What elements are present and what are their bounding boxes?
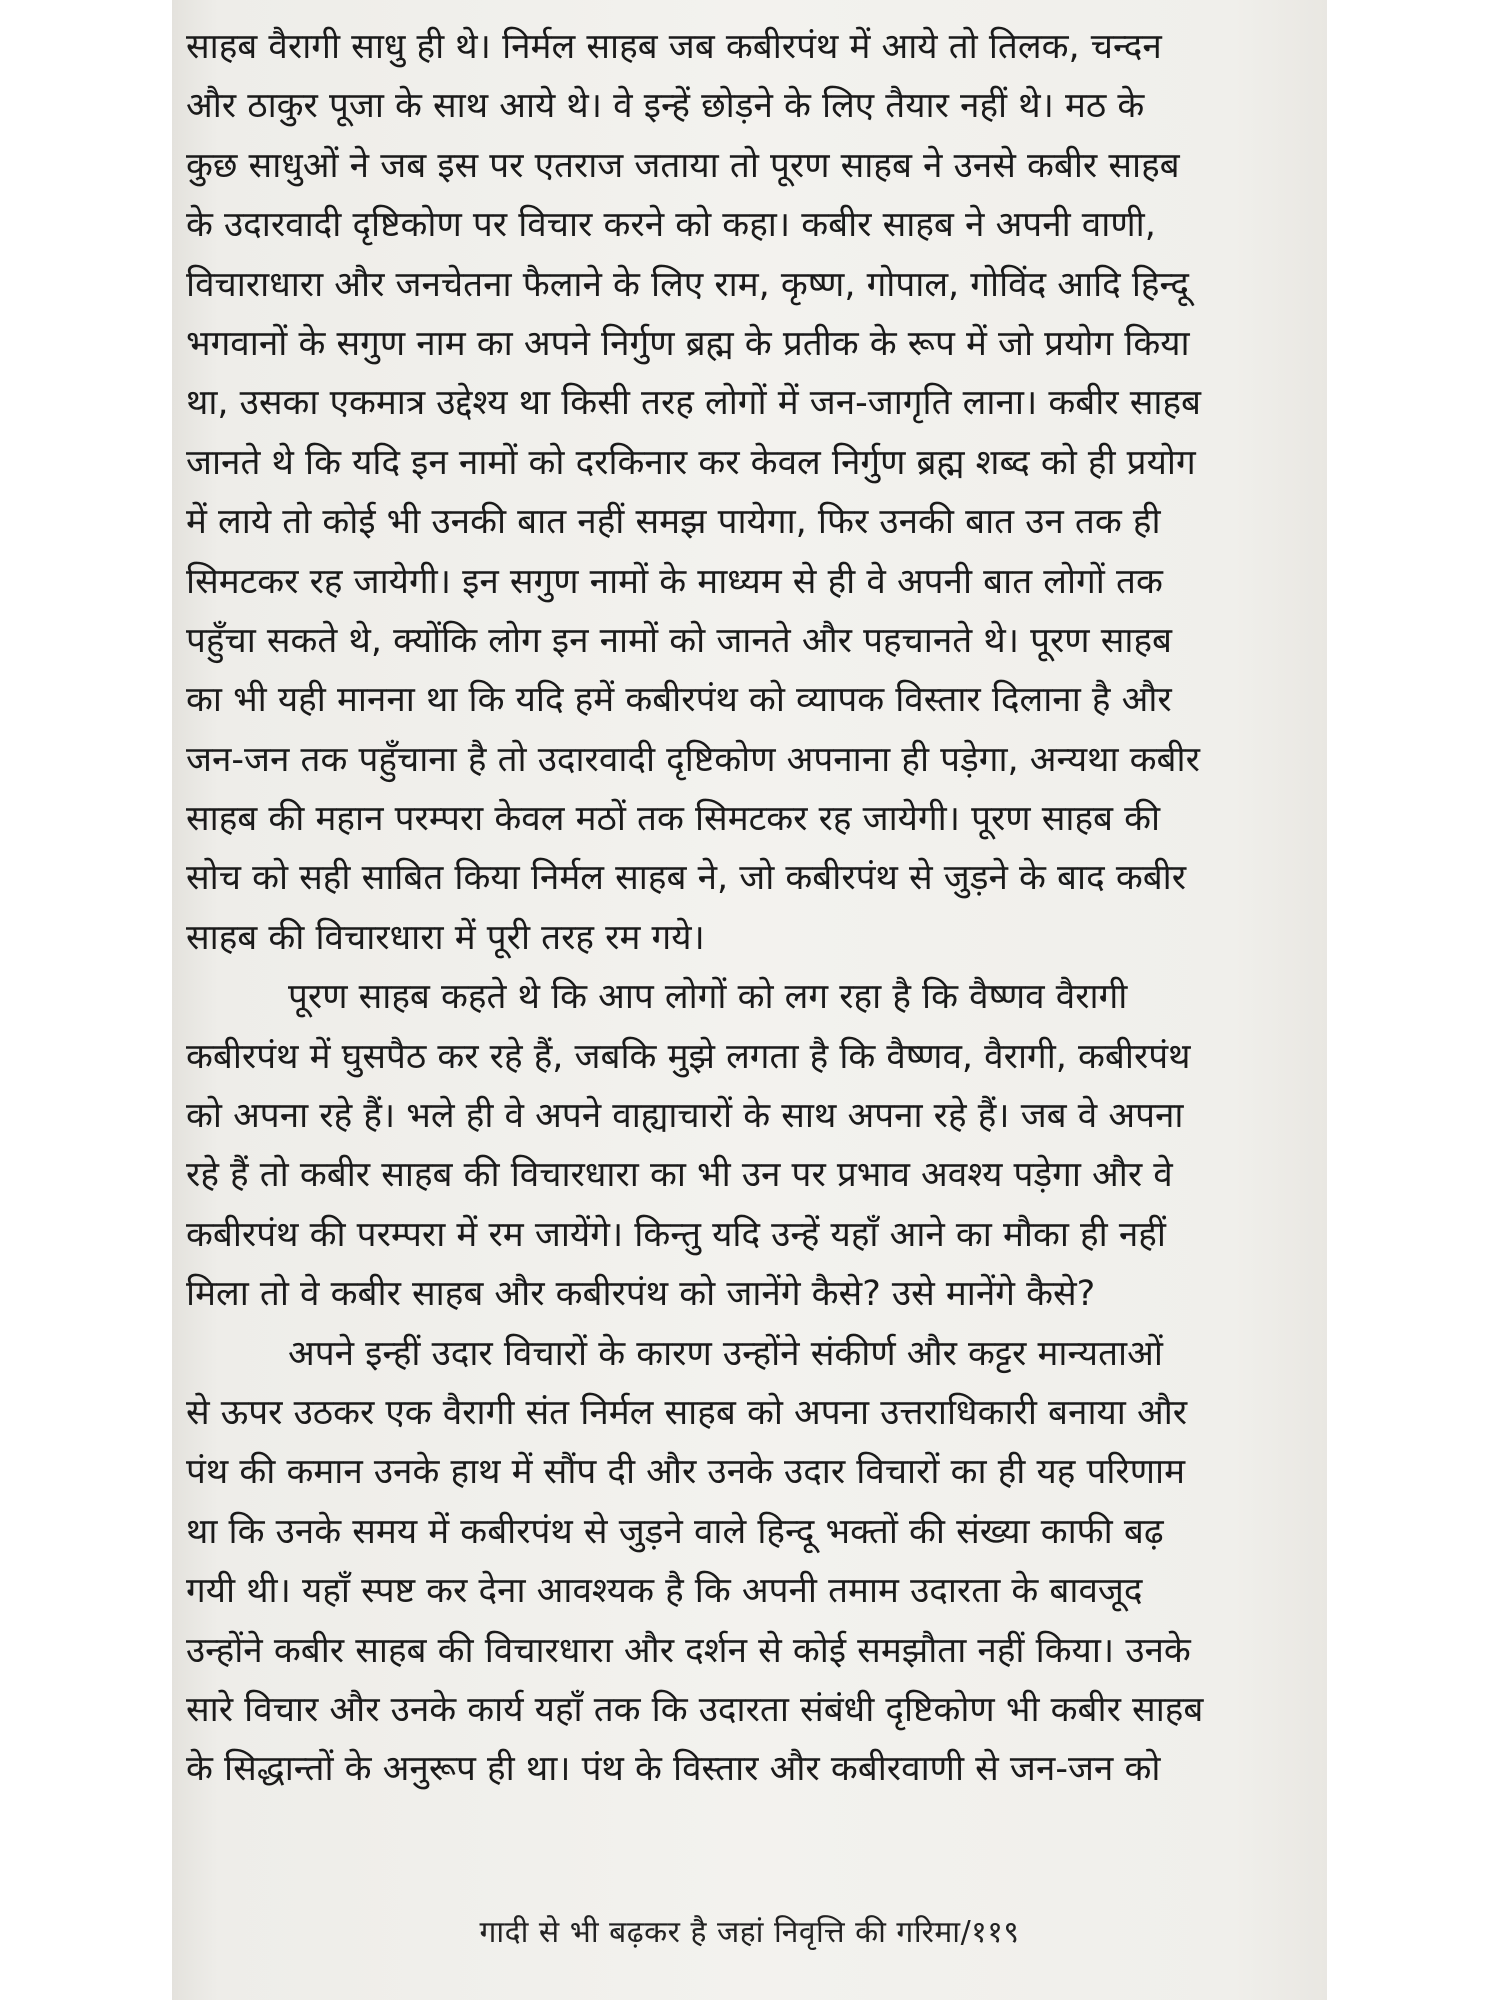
text-line: गयी थी। यहाँ स्पष्ट कर देना आवश्यक है कि अपनी तमाम उदारता के बावजूद <box>186 1571 1143 1612</box>
text-line: को अपना रहे हैं। भले ही वे अपने वाह्याचारों के साथ अपना रहे हैं। जब वे अपना <box>186 1096 1184 1137</box>
text-line: जानते थे कि यदि इन नामों को दरकिनार कर केवल निर्गुण ब्रह्म शब्द को ही प्रयोग <box>186 442 1196 483</box>
text-line: कबीरपंथ में घुसपैठ कर रहे हैं, जबकि मुझे लगता है कि वैष्णव, वैरागी, कबीरपंथ <box>186 1036 1191 1077</box>
text-line: और ठाकुर पूजा के साथ आये थे। वे इन्हें छोड़ने के लिए तैयार नहीं थे। मठ के <box>186 86 1145 127</box>
text-line: मिला तो वे कबीर साहब और कबीरपंथ को जानेंगे कैसे? उसे मानेंगे कैसे? <box>186 1274 1096 1315</box>
text-line: पंथ की कमान उनके हाथ में सौंप दी और उनके उदार विचारों का ही यह परिणाम <box>186 1452 1186 1493</box>
text-line: कुछ साधुओं ने जब इस पर एतराज जताया तो पूरण साहब ने उनसे कबीर साहब <box>186 145 1180 186</box>
text-line: कबीरपंथ की परम्परा में रम जायेंगे। किन्तु यदि उन्हें यहाँ आने का मौका ही नहीं <box>186 1214 1166 1255</box>
text-line: सिमटकर रह जायेगी। इन सगुण नामों के माध्यम से ही वे अपनी बात लोगों तक <box>186 561 1163 602</box>
text-line: था, उसका एकमात्र उद्देश्य था किसी तरह लोगों में जन-जागृति लाना। कबीर साहब <box>186 383 1202 424</box>
text-line: भगवानों के सगुण नाम का अपने निर्गुण ब्रह्म के प्रतीक के रूप में जो प्रयोग किया <box>186 323 1190 364</box>
text-line: पहुँचा सकते थे, क्योंकि लोग इन नामों को जानते और पहचानते थे। पूरण साहब <box>186 620 1173 661</box>
text-line: में लाये तो कोई भी उनकी बात नहीं समझ पायेगा, फिर उनकी बात उन तक ही <box>186 502 1161 543</box>
text-line: साहब की महान परम्परा केवल मठों तक सिमटकर रह जायेगी। पूरण साहब की <box>186 799 1161 840</box>
body-text <box>186 18 1306 1800</box>
text-line: से ऊपर उठकर एक वैरागी संत निर्मल साहब को अपना उत्तराधिकारी बनाया और <box>186 1392 1188 1433</box>
text-line: के उदारवादी दृष्टिकोण पर विचार करने को कहा। कबीर साहब ने अपनी वाणी, <box>186 205 1156 246</box>
paragraph-start-line: पूरण साहब कहते थे कि आप लोगों को लग रहा है कि वैष्णव वैरागी <box>288 977 1128 1018</box>
text-line: उन्होंने कबीर साहब की विचारधारा और दर्शन से कोई समझौता नहीं किया। उनके <box>186 1630 1191 1671</box>
text-line: साहब वैरागी साधु ही थे। निर्मल साहब जब कबीरपंथ में आये तो तिलक, चन्दन <box>186 27 1162 67</box>
right-margin <box>1327 0 1500 2000</box>
text-line: जन-जन तक पहुँचाना है तो उदारवादी दृष्टिकोण अपनाना ही पड़ेगा, अन्यथा कबीर <box>186 739 1200 780</box>
text-line: सारे विचार और उनके कार्य यहाँ तक कि उदारता संबंधी दृष्टिकोण भी कबीर साहब <box>186 1689 1204 1730</box>
text-line: के सिद्धान्तों के अनुरूप ही था। पंथ के विस्तार और कबीरवाणी से जन-जन को <box>186 1749 1161 1790</box>
left-margin <box>0 0 172 2000</box>
text-line: सोच को सही साबित किया निर्मल साहब ने, जो कबीरपंथ से जुड़ने के बाद कबीर <box>186 858 1187 899</box>
text-line: विचाराधारा और जनचेतना फैलाने के लिए राम, कृष्ण, गोपाल, गोविंद आदि हिन्दू <box>186 264 1189 305</box>
text-line: रहे हैं तो कबीर साहब की विचारधारा का भी उन पर प्रभाव अवश्य पड़ेगा और वे <box>186 1155 1173 1196</box>
running-footer: गादी से भी बढ़कर है जहां निवृत्ति की गरिमा/११९ <box>479 1915 1020 1950</box>
paragraph-start-line: अपने इन्हीं उदार विचारों के कारण उन्होंने संकीर्ण और कट्टर मान्यताओं <box>288 1333 1163 1374</box>
text-line: का भी यही मानना था कि यदि हमें कबीरपंथ को व्यापक विस्तार दिलाना है और <box>186 680 1172 721</box>
text-line: साहब की विचारधारा में पूरी तरह रम गये। <box>186 917 705 958</box>
text-line: था कि उनके समय में कबीरपंथ से जुड़ने वाले हिन्दू भक्तों की संख्या काफी बढ़ <box>186 1511 1164 1552</box>
